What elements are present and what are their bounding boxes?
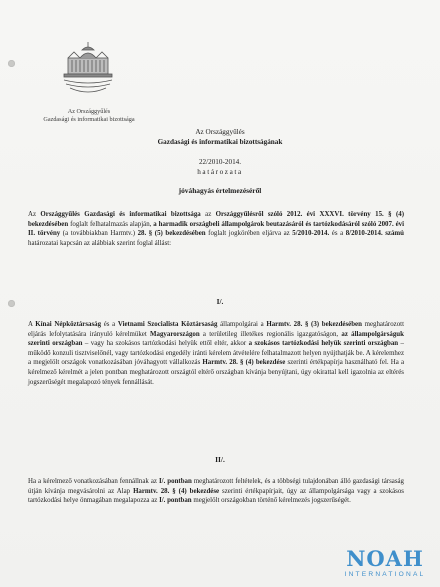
text-run: foglalt jogkörében eljárva az — [205, 230, 293, 238]
text-run: és a — [329, 230, 346, 238]
bold-text-run: Kínai Népköztársaság — [35, 321, 102, 328]
text-run: állampolgárai a — [217, 321, 267, 328]
text-run: határozatai kapcsán az alábbiak szerint foglal állást: — [28, 239, 172, 247]
text-run: a területileg illetékes regionális igazgatóságon, — [199, 330, 342, 338]
bold-text-run: 5/2010-2014. — [292, 230, 330, 238]
section-heading: II/. — [215, 455, 225, 464]
section-heading: I/. — [216, 297, 224, 306]
text-run: és a — [101, 321, 118, 328]
resolution-subject: jóváhagyás értelmezéséről — [178, 186, 262, 195]
text-run: az — [200, 211, 216, 218]
bold-text-run: 28. § (5) bekezdésében — [137, 230, 206, 238]
resolution-number: 22/2010-2014. — [198, 158, 242, 166]
logo-sub-text: INTERNATIONAL — [344, 571, 426, 578]
parliament-emblem-icon — [60, 38, 116, 104]
text-run: Ha a kérelmező vonatkozásában fennállnak az — [28, 478, 159, 485]
text-run: foglalt felhatalmazás alapján, — [68, 220, 154, 228]
text-run: szerinti értékpapírja használható fel. Ha a kérelmező kérelmét a jelen pontban meghatározott országtól eltérő országban kívánja benyújtani, úgy okirattal kell igazolnia az eltérés jogszerűségét megalapozó tények fennállását. — [28, 359, 405, 386]
bold-text-run: Harmtv. 28. § (4) bekezdése — [202, 359, 286, 367]
heading-line: Az Országgyűlés — [195, 128, 245, 136]
letterhead — [28, 108, 150, 124]
text-run: – vagy ha szokásos tartózkodási helyük ettől eltér, akkor — [82, 340, 249, 348]
text-run: – működő konzuli tisztviselőnél, vagy tartózkodási engedély iránti kérelem átvételére felhatalmazott helyen nyújthatják be. A kérelemhez a megjelölt országok vonatkozásában jóváhagyott vállalkozás — [28, 340, 405, 367]
bold-text-run: Magyarországon — [150, 330, 200, 338]
bold-text-run: Vietnami Szocialista Köztársaság — [117, 321, 218, 328]
intro-paragraph — [28, 210, 404, 248]
bold-text-run: az állampolgárságuk szerinti országban — [28, 330, 404, 348]
bold-text-run: a harmadik országbeli állampolgárok beutazásáról és tartózkodásáról szóló 2007. évi II. törvény — [28, 220, 404, 238]
text-run: szerinti értékpapírjait, úgy az állampolgársága vagy a szokásos tartózkodási helye önmagában megalapozza az — [28, 487, 404, 505]
bold-text-run: Harmtv. 28. § (4) bekezdése — [133, 487, 220, 495]
punch-hole — [8, 60, 15, 67]
text-run: megjelölt országokban történő kérelmezés jogszerűségét. — [191, 497, 351, 505]
bold-text-run: I/. pontban — [159, 497, 192, 505]
letterhead-line: Az Országgyűlés — [67, 108, 111, 115]
section-two-paragraph — [28, 477, 404, 506]
text-run: A — [28, 321, 36, 328]
text-run: meghatározott eljárás lefolytatására irányuló kérelmüket — [28, 321, 405, 338]
text-run: Az — [28, 211, 41, 218]
resolution-type: határozata — [197, 168, 243, 176]
bold-text-run: Harmtv. 28. § (3) bekezdésében — [266, 321, 362, 328]
heading-committee: Gazdasági és informatikai bizottságának — [157, 138, 283, 146]
bold-text-run: I/. pontban — [158, 478, 192, 485]
watermark-logo — [335, 548, 435, 584]
text-run: meghatározott feltételek, és a többségi tulajdonában álló gazdasági társaság útján kívánja megvásárolni az Alap — [28, 478, 405, 495]
bold-text-run: a szokásos tartózkodási helyük szerinti országban — [248, 340, 399, 348]
text-run: (a továbbiakban Harmtv.) — [60, 230, 138, 238]
bold-text-run: Országgyűlésről szóló 2012. évi XXXVI. törvény 15. § (4) bekezdésében — [28, 211, 404, 228]
section-one-paragraph — [28, 320, 404, 387]
bold-text-run: Országgyűlés Gazdasági és informatikai bizottsága — [40, 211, 201, 218]
bold-text-run: 8/2010-2014. számú — [345, 230, 404, 238]
logo-main-text: NOAH — [346, 546, 424, 571]
letterhead-line: Gazdasági és informatikai bizottsága — [43, 116, 135, 123]
